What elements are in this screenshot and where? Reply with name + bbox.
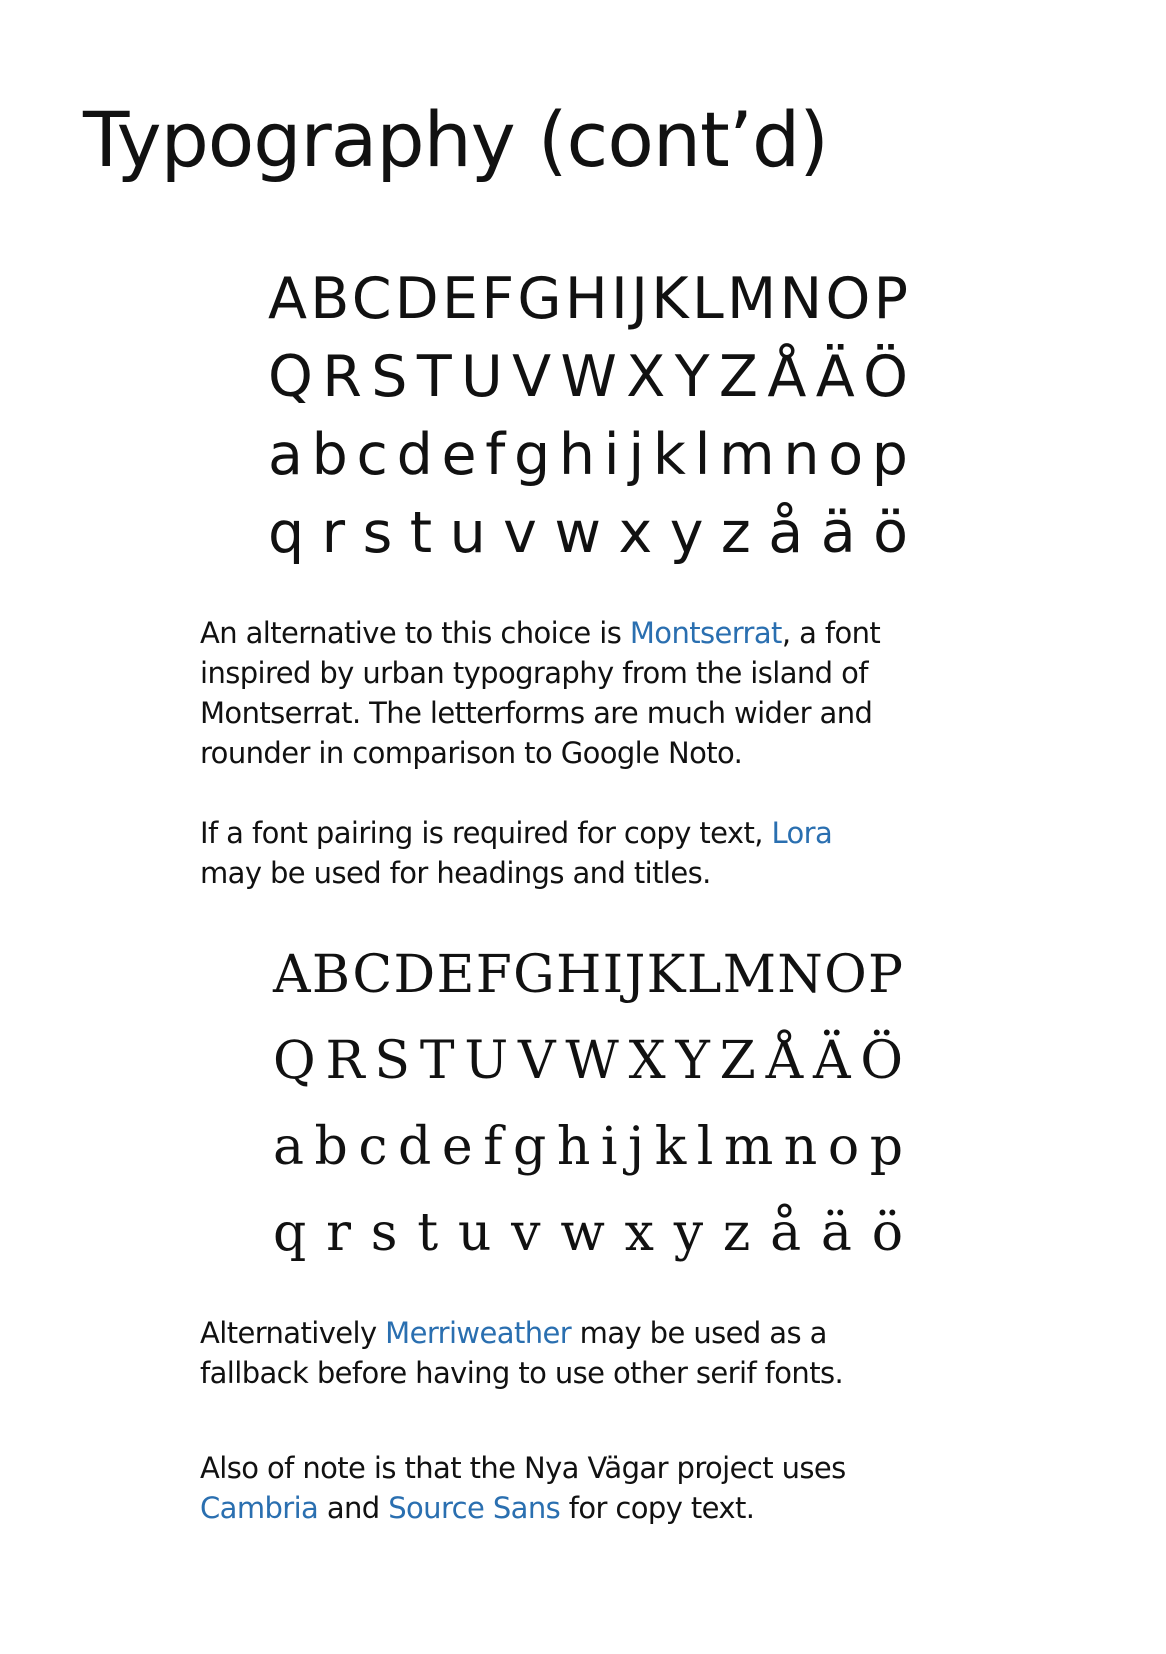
- paragraph-line: [200, 1313, 960, 1353]
- paragraph-line: Montserrat. The letterforms are much wider and: [200, 696, 873, 730]
- merriweather-link[interactable]: Merriweather: [385, 1316, 572, 1350]
- paragraph-line: may be used for headings and titles.: [200, 856, 711, 890]
- paragraph-nya-vagar: [200, 1448, 960, 1528]
- text-segment: may be used as a: [571, 1316, 827, 1350]
- text-segment: for copy text.: [560, 1491, 755, 1525]
- paragraph-line: [200, 613, 960, 653]
- paragraph-merriweather: [200, 1313, 960, 1393]
- paragraph-line: [200, 813, 960, 853]
- text-segment: , a font: [781, 616, 881, 650]
- paragraph-line: Also of note is that the Nya Vägar project uses: [200, 1451, 846, 1485]
- paragraph-line: fallback before having to use other serif fonts.: [200, 1356, 844, 1390]
- specimen-line-uppercase-2: QRSTUVWXYZÅÄÖ: [273, 1031, 913, 1091]
- lora-link[interactable]: Lora: [771, 816, 833, 850]
- cambria-link[interactable]: Cambria: [200, 1491, 319, 1525]
- source-sans-link[interactable]: Source Sans: [388, 1491, 561, 1525]
- paragraph-line: inspired by urban typography from the island of: [200, 656, 868, 690]
- paragraph-line: [200, 1488, 960, 1528]
- sans-font-specimen: [268, 260, 926, 572]
- paragraph-montserrat: [200, 613, 960, 773]
- specimen-line-lowercase-1: abcdefghijklmnop: [273, 1117, 914, 1177]
- specimen-line-lowercase-1: abcdefghijklmnop: [268, 422, 917, 488]
- specimen-line-lowercase-2: qrstuvwxyzåäö: [273, 1203, 923, 1263]
- serif-font-specimen: [273, 932, 923, 1276]
- text-segment: If a font pairing is required for copy text,: [200, 816, 772, 850]
- paragraph-lora: [200, 813, 960, 893]
- paragraph-line: rounder in comparison to Google Noto.: [200, 736, 743, 770]
- specimen-line-lowercase-2: qrstuvwxyzåäö: [268, 500, 926, 566]
- specimen-line-uppercase-1: ABCDEFGHIJKLMNOP: [273, 945, 905, 1005]
- specimen-line-uppercase-1: ABCDEFGHIJKLMNOP: [268, 266, 912, 332]
- montserrat-link[interactable]: Montserrat: [629, 616, 782, 650]
- specimen-line-uppercase-2: QRSTUVWXYZÅÄÖ: [268, 344, 918, 410]
- text-segment: and: [318, 1491, 389, 1525]
- text-segment: Alternatively: [200, 1316, 386, 1350]
- page-title: Typography (cont’d): [83, 95, 828, 184]
- text-segment: An alternative to this choice is: [200, 616, 630, 650]
